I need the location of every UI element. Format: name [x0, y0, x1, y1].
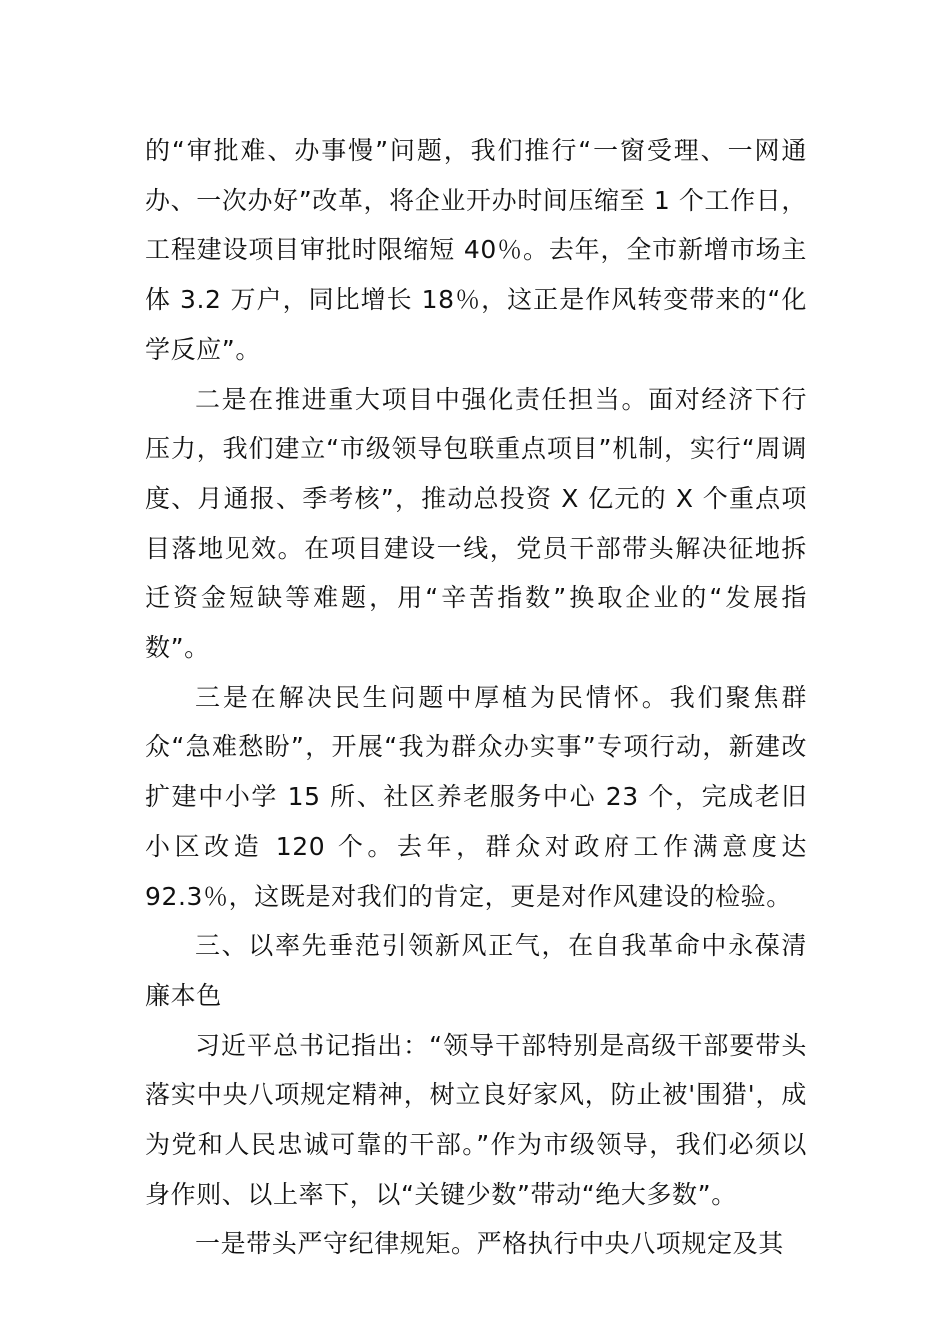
paragraph: 一是带头严守纪律规矩。严格执行中央八项规定及其 — [195, 1229, 784, 1259]
document-body — [145, 126, 807, 1269]
paragraph: 习近平总书记指出：“领导干部特别是高级干部要带头落实中央八项规定精神，树立良好家风，防止被'围猎'，成为党和人民忠诚可靠的干部。”作为市级领导，我们必须以身作则、以上率下，以“关键少数”带动“绝大多数”。 — [145, 1030, 807, 1209]
paragraph: 的“审批难、办事慢”问题，我们推行“一窗受理、一网通办、一次办好”改革，将企业开办时间压缩至 1 个工作日，工程建设项目审批时限缩短 40％。去年，全市新增市场主体 3.2 万户，同比增长 18％，这正是作风转变带来的“化学反应”。 — [145, 136, 807, 364]
paragraph: 二是在推进重大项目中强化责任担当。面对经济下行压力，我们建立“市级领导包联重点项目”机制，实行“周调度、月通报、季考核”，推动总投资 X 亿元的 X 个重点项目落地见效。在项目建设一线，党员干部带头解决征地拆迁资金短缺等难题，用“辛苦指数”换取企业的“发展指数”。 — [145, 384, 807, 663]
section-heading: 三、以率先垂范引领新风正气，在自我革命中永葆清廉本色 — [145, 931, 807, 1010]
paragraph: 三是在解决民生问题中厚植为民情怀。我们聚焦群众“急难愁盼”，开展“我为群众办实事”专项行动，新建改扩建中小学 15 所、社区养老服务中心 23 个，完成老旧小区改造 120 个。去年，群众对政府工作满意度达 92.3％，这既是对我们的肯定，更是对作风建设的检验。 — [145, 682, 807, 911]
